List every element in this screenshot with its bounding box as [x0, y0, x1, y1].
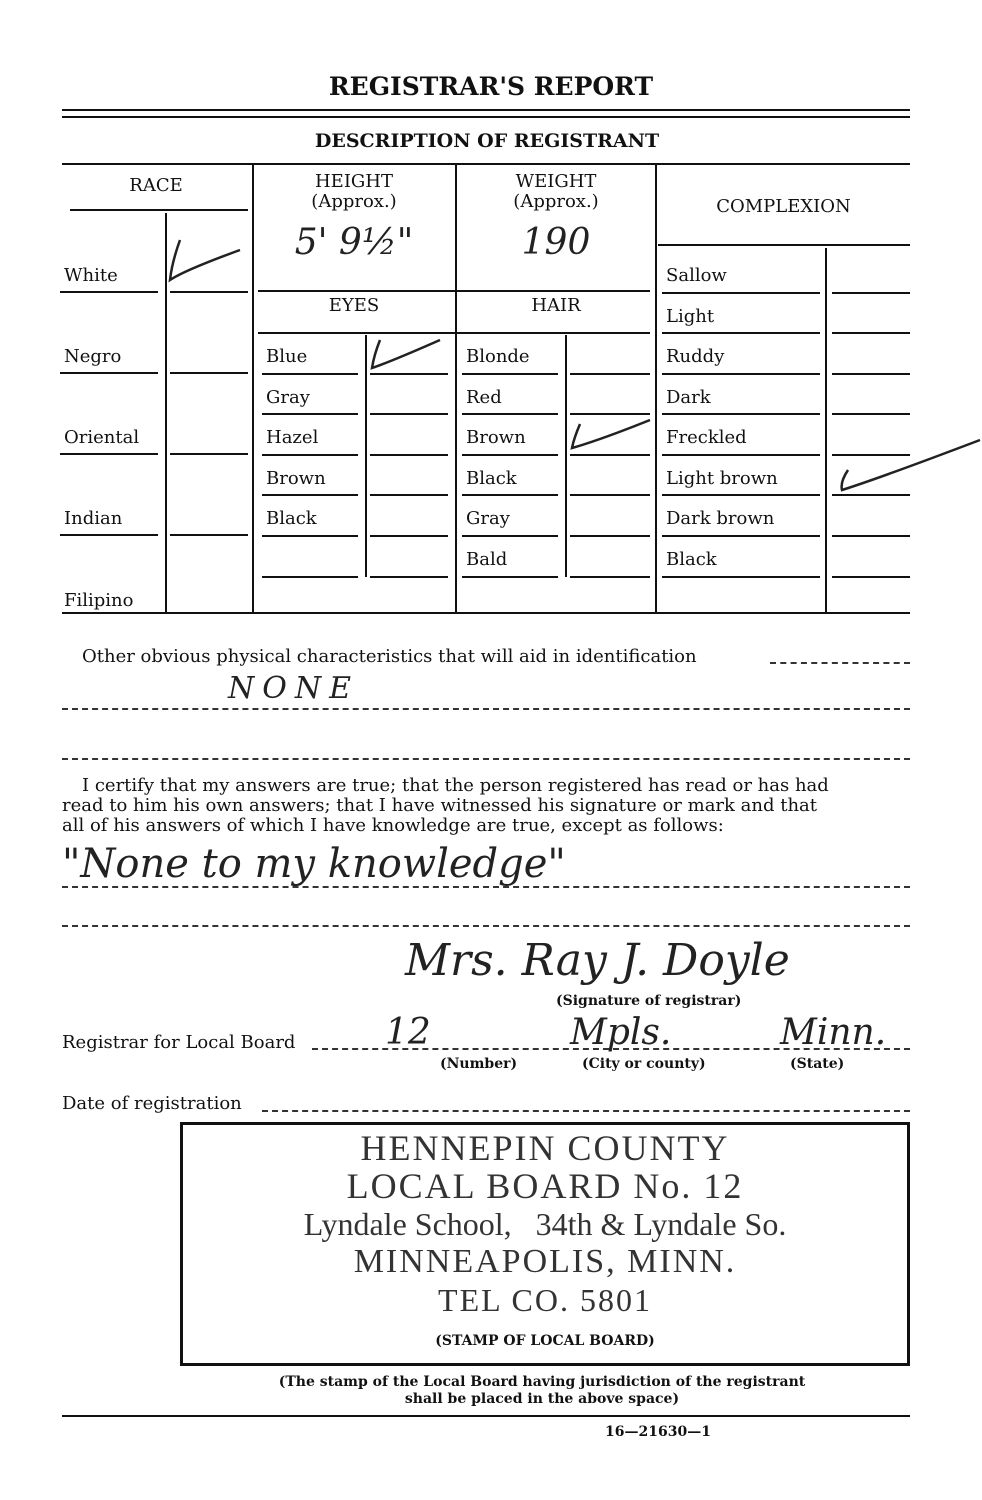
stamp-line: MINNEAPOLIS, MINN.	[353, 1243, 737, 1280]
other-value: NONE	[228, 671, 359, 706]
option-race: Oriental	[64, 427, 140, 448]
option-hair: Red	[466, 387, 502, 408]
option-race: White	[64, 265, 118, 286]
option-complexion: Light	[666, 306, 715, 327]
hair-header: HAIR	[531, 295, 581, 316]
blank-line	[770, 662, 910, 664]
option-complexion: Black	[666, 549, 717, 570]
check-icon	[170, 240, 240, 280]
footnote	[180, 1374, 904, 1408]
eyes-header: EYES	[328, 295, 380, 316]
table-bottom-line	[62, 612, 910, 614]
height-sub: (Approx.)	[311, 191, 397, 212]
weight-sub: (Approx.)	[513, 191, 599, 212]
complexion-header: COMPLEXION	[716, 196, 851, 217]
weight-label: WEIGHT	[515, 171, 597, 192]
option-complexion: Freckled	[666, 427, 747, 448]
option-complexion: Dark brown	[666, 508, 775, 529]
option-hair: Gray	[466, 508, 510, 529]
signature-label: (Signature of registrar)	[556, 993, 742, 1009]
divider	[62, 1415, 910, 1417]
board-city: Mpls.	[570, 1012, 672, 1053]
cert-line: all of his answers of which I have knowledge are true, except as follows:	[62, 815, 724, 836]
stamp-line: Lyndale School, 34th & Lyndale So.	[303, 1206, 787, 1242]
weight-value: 190	[521, 222, 591, 263]
check-marks	[0, 0, 982, 620]
exception-value: "None to my knowledge"	[62, 841, 566, 887]
stamp-line: TEL CO. 5801	[438, 1282, 652, 1318]
date-label: Date of registration	[62, 1093, 242, 1114]
footnote-line: (The stamp of the Local Board having jurisdiction of the registrant	[278, 1374, 806, 1390]
check-icon	[842, 440, 980, 490]
section-title: DESCRIPTION OF REGISTRANT	[314, 130, 660, 152]
height-label: HEIGHT	[314, 171, 394, 192]
signature: Mrs. Ray J. Doyle	[405, 935, 790, 986]
stamp-line: HENNEPIN COUNTY	[360, 1128, 730, 1168]
race-header: RACE	[129, 175, 183, 196]
cert-line: read to him his own answers; that I have witnessed his signature or mark and that	[62, 795, 818, 816]
stamp-box	[180, 1122, 910, 1366]
form-number: 16—21630—1	[605, 1424, 711, 1440]
option-eyes: Hazel	[266, 427, 319, 448]
option-eyes: Gray	[266, 387, 310, 408]
option-race: Negro	[64, 346, 122, 367]
check-icon	[572, 420, 650, 448]
option-race: Indian	[64, 508, 123, 529]
option-complexion: Dark	[666, 387, 711, 408]
certification-text	[62, 776, 829, 836]
footnote-line: shall be placed in the above space)	[404, 1391, 680, 1407]
blank-line	[62, 758, 910, 760]
stamp-caption: (STAMP OF LOCAL BOARD)	[435, 1333, 655, 1349]
option-eyes: Blue	[266, 346, 308, 367]
option-eyes: Brown	[266, 468, 326, 489]
state-label: (State)	[790, 1056, 845, 1072]
number-label: (Number)	[440, 1056, 518, 1072]
other-label: Other obvious physical characteristics that will aid in identification	[82, 646, 697, 667]
option-complexion: Sallow	[666, 265, 727, 286]
blank-line	[262, 1110, 910, 1112]
cert-line: I certify that my answers are true; that the person registered has read or has had	[82, 775, 829, 796]
blank-line	[62, 925, 910, 927]
blank-line	[62, 886, 910, 888]
option-hair: Bald	[466, 549, 508, 570]
option-complexion: Ruddy	[666, 346, 725, 367]
option-complexion: Light brown	[666, 468, 778, 489]
check-icon	[372, 340, 440, 368]
option-hair: Brown	[466, 427, 526, 448]
option-hair: Blonde	[466, 346, 530, 367]
option-race: Filipino	[64, 590, 134, 611]
board-number: 12	[385, 1012, 431, 1053]
registrar-label: Registrar for Local Board	[62, 1032, 296, 1053]
blank-line	[62, 708, 910, 710]
board-state: Minn.	[780, 1012, 887, 1053]
page-title: REGISTRAR'S REPORT	[328, 72, 654, 101]
city-label: (City or county)	[582, 1056, 706, 1072]
height-value: 5' 9½"	[294, 222, 414, 263]
option-hair: Black	[466, 468, 517, 489]
option-eyes: Black	[266, 508, 317, 529]
stamp-line: LOCAL BOARD No. 12	[346, 1166, 744, 1206]
